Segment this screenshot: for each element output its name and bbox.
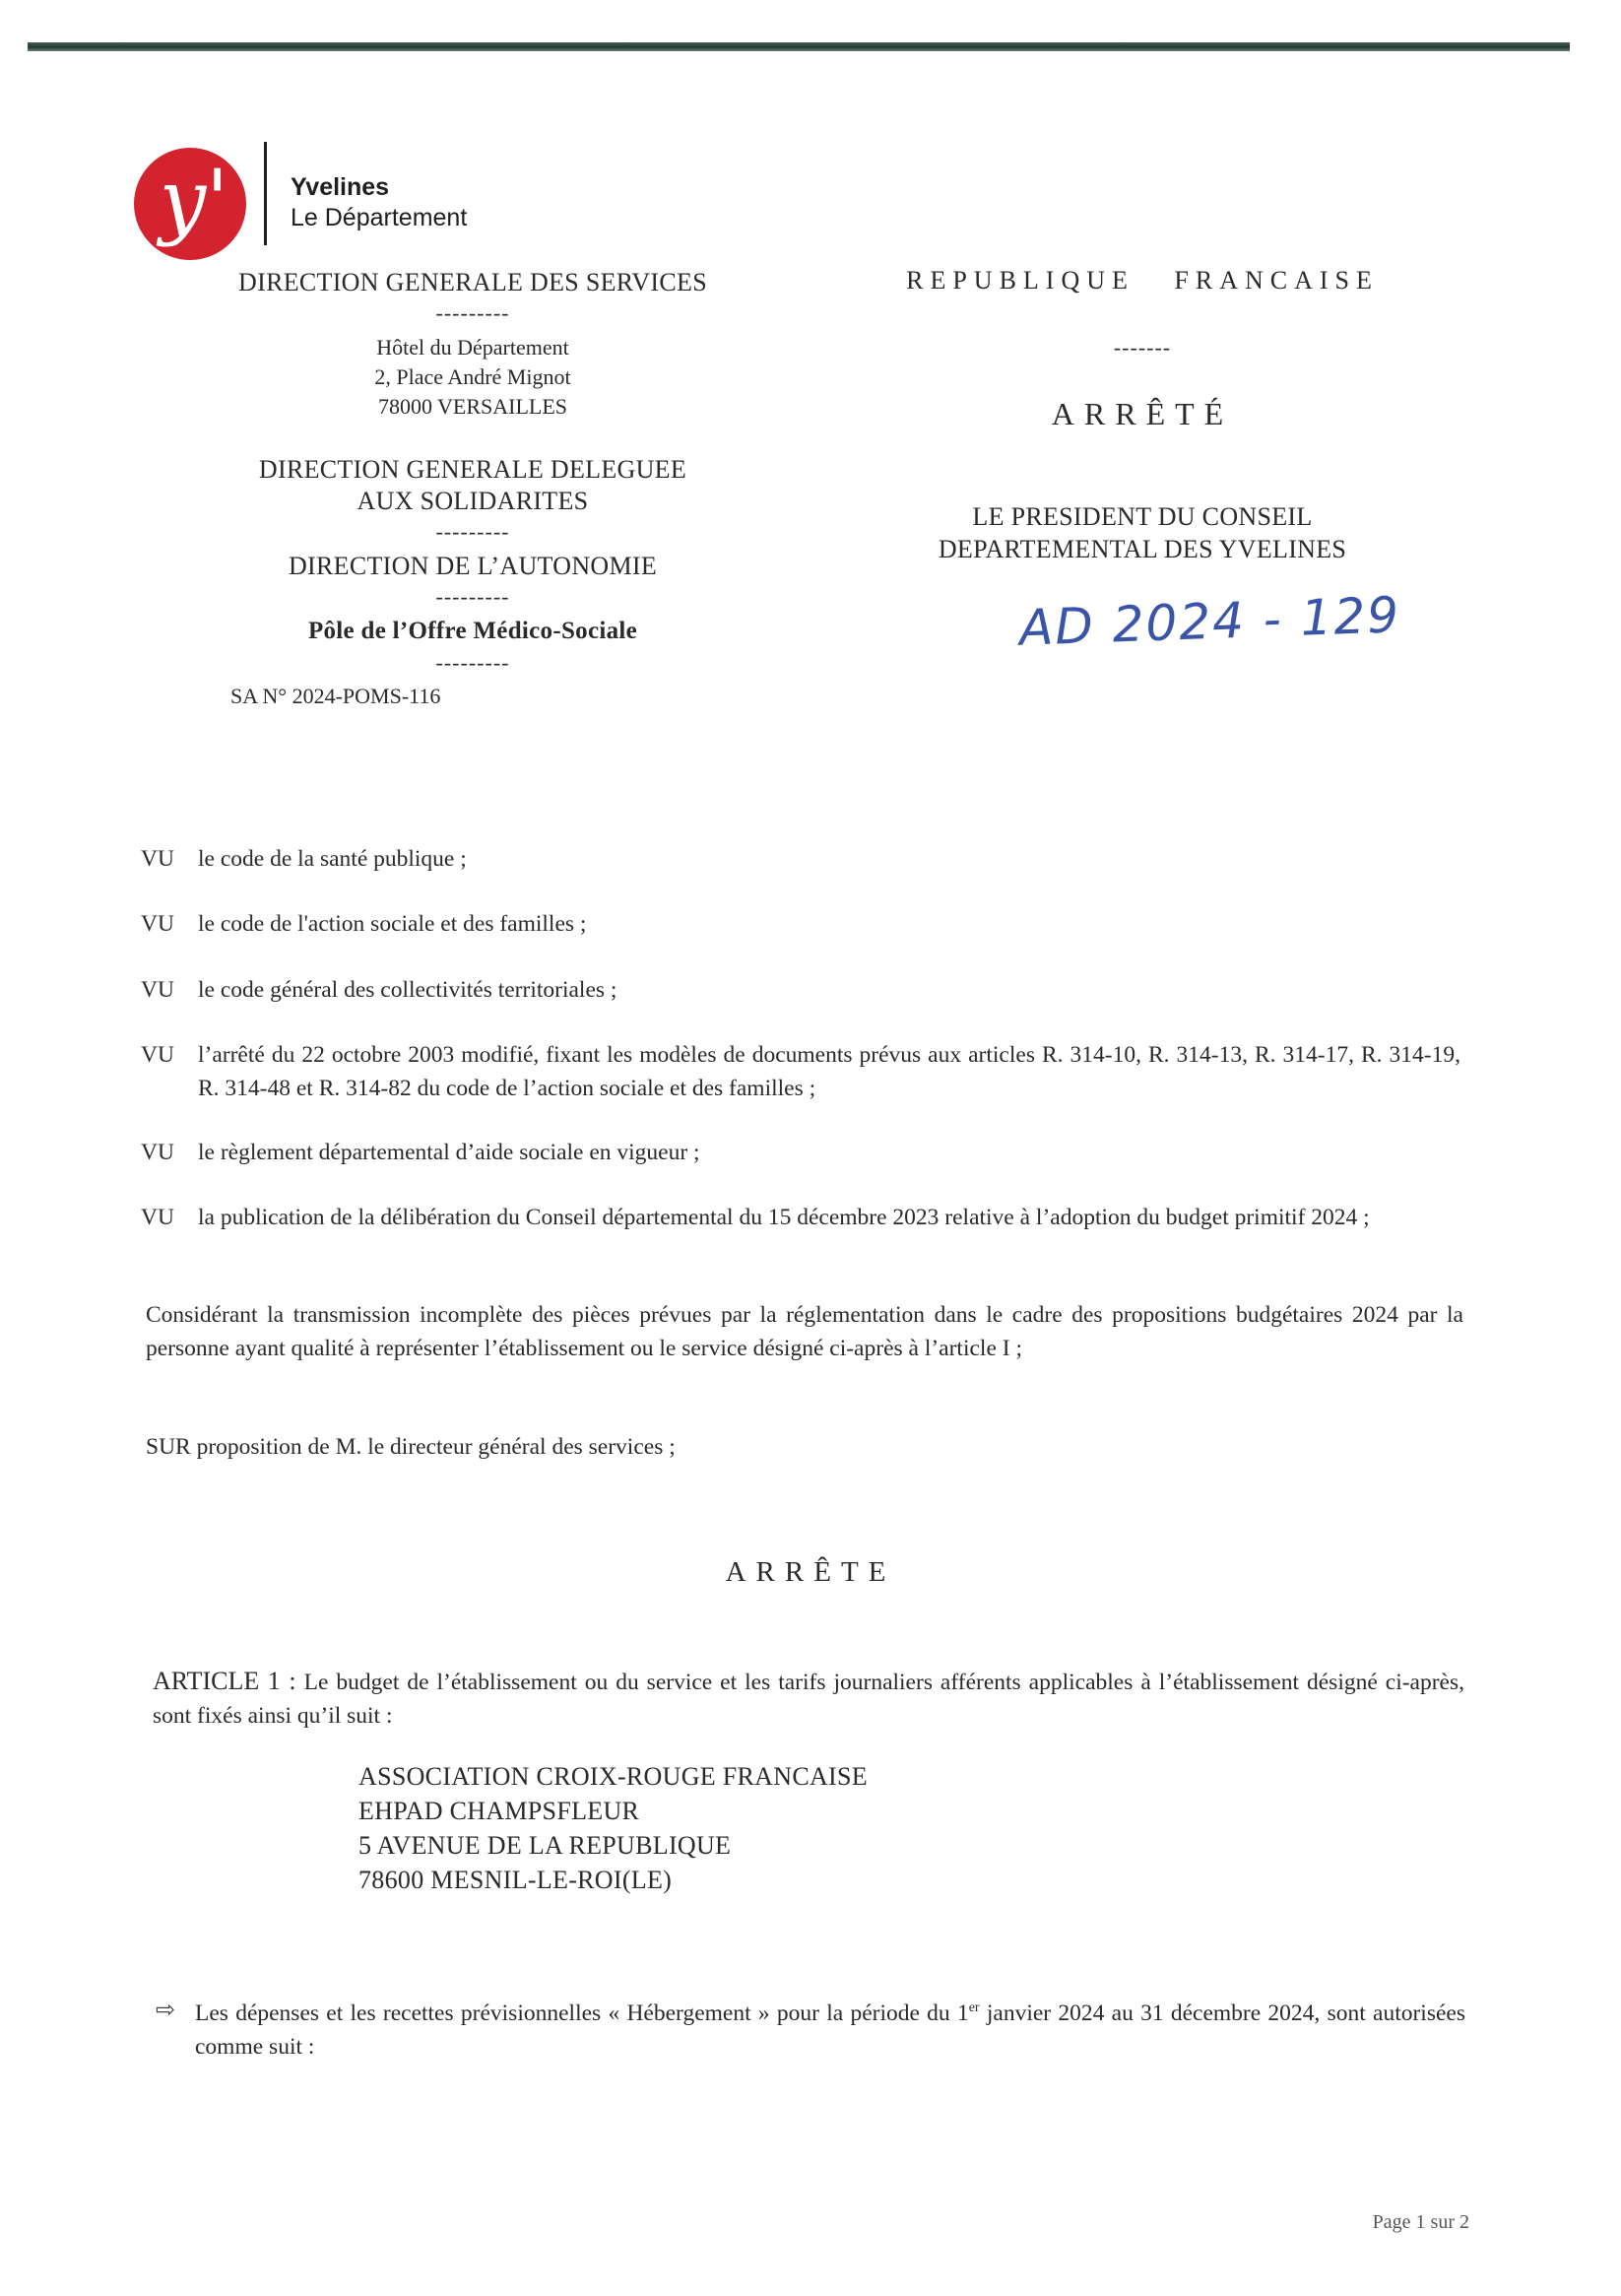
visa-key: VU: [141, 977, 174, 1003]
dgd-heading-2: AUX SOLIDARITES: [357, 487, 589, 515]
article-1-text: Le budget de l’établissement ou du service et les tarifs journaliers afférents applicables à l’établissement désigné ci-après, sont fixés ainsi qu’il suit :: [153, 1670, 1465, 1729]
da-heading: DIRECTION DE L’AUTONOMIE: [288, 552, 658, 580]
visa-text: le code général des collectivités territoriales ;: [198, 977, 617, 1003]
top-border-line: [28, 42, 1570, 51]
visa-text: l’arrêté du 22 octobre 2003 modifié, fixant les modèles de documents prévus aux articles R. 314-10, R. 314-13, R. 314-17, R. 314-19, R. 314-48 et R. 314-82 du code de l’action sociale et des familles ;: [198, 1042, 1460, 1101]
logo-separator: [264, 142, 267, 245]
visa-text: le règlement départemental d’aide sociale en vigueur ;: [198, 1140, 700, 1165]
pole-heading: Pôle de l’Offre Médico-Sociale: [307, 618, 638, 644]
bullet-text-start: Les dépenses et les recettes prévisionnelles « Hébergement » pour la période du 1: [195, 2000, 969, 2026]
address-line: 78600 MESNIL-LE-ROI(LE): [358, 1866, 673, 1894]
separator: -------: [1113, 335, 1172, 360]
visa-item: [141, 973, 1460, 1007]
separator: ---------: [435, 300, 510, 325]
article-1-label: ARTICLE 1 :: [153, 1667, 296, 1695]
president-line-1: LE PRESIDENT DU CONSEIL: [972, 502, 1313, 531]
visa-item: [141, 907, 1460, 941]
arrete-title: ARRÊTE: [725, 1556, 896, 1588]
visa-text: le code de l'action sociale et des familles ;: [198, 911, 587, 937]
bullet-paragraph: [195, 1992, 1465, 2064]
visa-key: VU: [141, 911, 174, 937]
separator: ---------: [435, 650, 510, 675]
address-line: 5 AVENUE DE LA REPUBLIQUE: [358, 1831, 732, 1860]
dgs-heading: DIRECTION GENERALE DES SERVICES: [238, 268, 707, 296]
visa-item: [141, 1136, 1460, 1169]
republique-heading: REPUBLIQUE FRANCAISE: [906, 266, 1379, 295]
address-line: ASSOCIATION CROIX-ROUGE FRANCAISE: [358, 1762, 868, 1791]
logo-subtitle: Le Département: [291, 204, 468, 231]
address-line-2: 2, Place André Mignot: [374, 364, 571, 389]
address-line: EHPAD CHAMPSFLEUR: [358, 1797, 640, 1825]
visa-key: VU: [141, 846, 174, 872]
considerant-paragraph: Considérant la transmission incomplète des pièces prévues par la réglementation dans le cadre des propositions budgétaires 2024 par la personne ayant qualité à représenter l’établissement ou le service désigné ci-après à l’article I ;: [146, 1302, 1463, 1361]
arrete-heading: ARRÊTÉ: [1051, 396, 1234, 431]
article-1: [153, 1665, 1464, 1733]
establishment-address: [358, 1759, 868, 1897]
address-line-3: 78000 VERSAILLES: [377, 394, 568, 419]
visa-key: VU: [141, 1140, 174, 1165]
handwritten-reference: AD 2024 - 129: [1018, 586, 1402, 657]
visa-key: VU: [141, 1042, 174, 1068]
bullet-superscript: er: [968, 2001, 980, 2015]
arrow-right-icon: ⇨: [156, 1996, 176, 2023]
visa-item: [141, 1038, 1460, 1105]
sur-proposition-paragraph: SUR proposition de M. le directeur général des services ;: [146, 1434, 676, 1460]
separator: ---------: [435, 584, 510, 609]
separator: ---------: [435, 519, 510, 544]
visa-key: VU: [141, 1205, 174, 1230]
logo-title: Yvelines: [291, 173, 390, 201]
visa-item: [141, 842, 1460, 876]
logo-letter: y': [159, 152, 229, 248]
bullet-text-end: janvier 2024 au 31 décembre 2024, sont autorisées comme suit :: [195, 2000, 1465, 2060]
visa-text: le code de la santé publique ;: [198, 846, 467, 872]
visa-item: [141, 1201, 1460, 1234]
address-line-1: Hôtel du Département: [376, 335, 569, 360]
president-line-2: DEPARTEMENTAL DES YVELINES: [938, 535, 1347, 563]
dgd-heading-1: DIRECTION GENERALE DELEGUEE: [258, 455, 687, 484]
visa-text: la publication de la délibération du Conseil départemental du 15 décembre 2023 relative à l’adoption du budget primitif 2024 ;: [198, 1205, 1370, 1230]
reference-number: SA N° 2024-POMS-116: [230, 684, 441, 708]
page-number: Page 1 sur 2: [1372, 2211, 1469, 2233]
